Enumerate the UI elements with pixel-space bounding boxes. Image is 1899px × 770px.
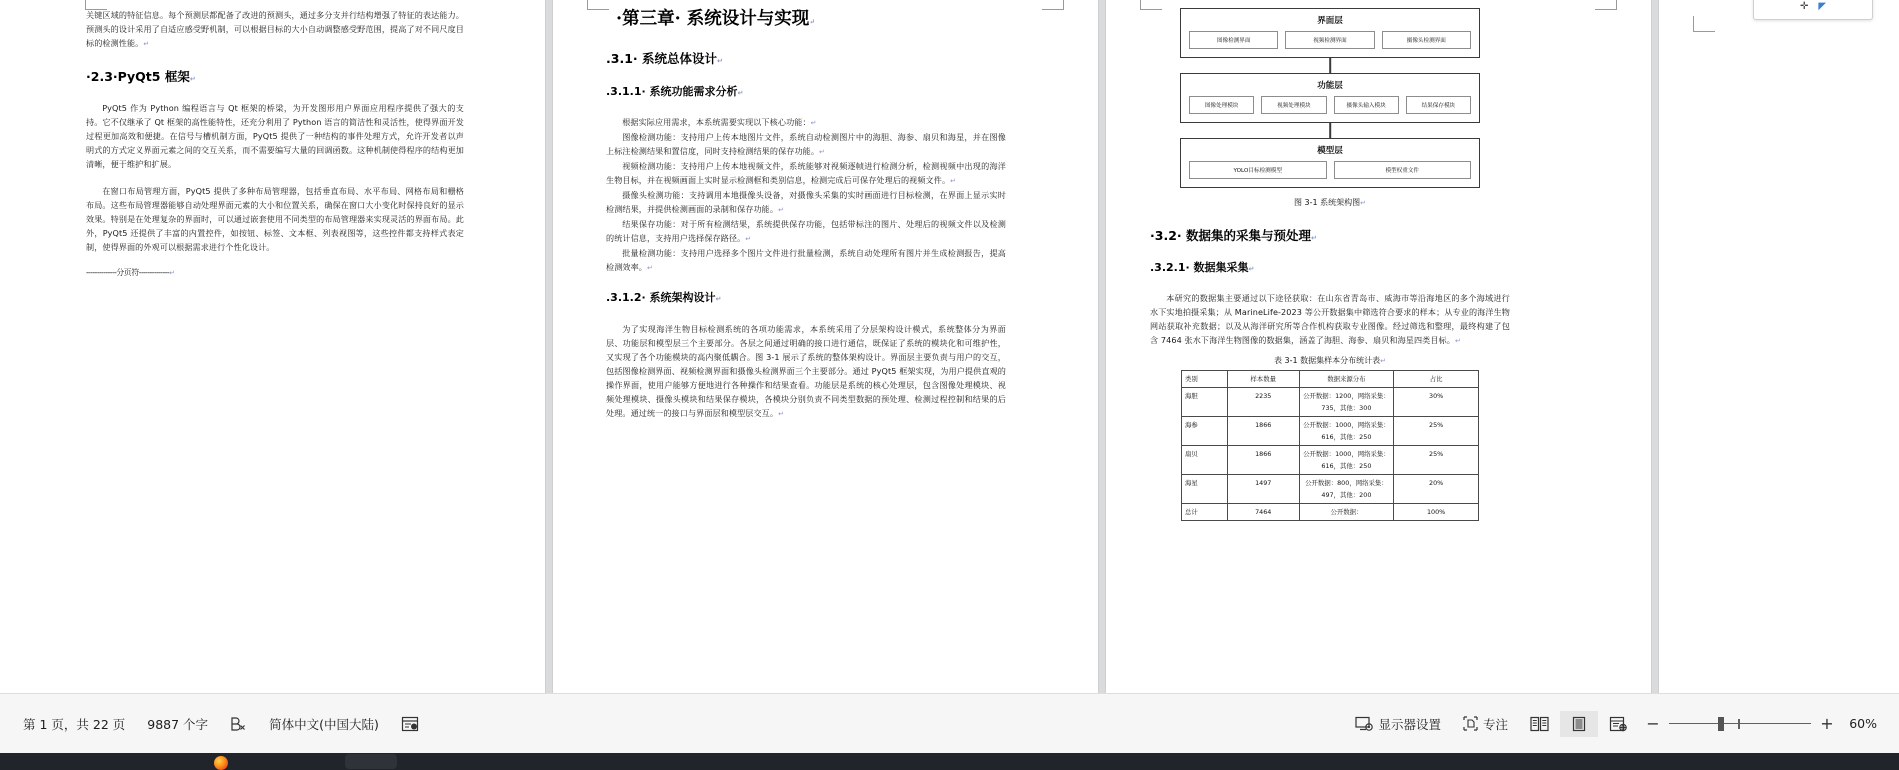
os-taskbar[interactable]	[0, 753, 1899, 770]
paragraph-mark: ↵	[646, 264, 653, 273]
pin-icon[interactable]: ✛	[1799, 1, 1809, 12]
table-cell-count: 1497	[1227, 474, 1299, 503]
table-row	[1182, 416, 1479, 445]
word-count-label: 9887 个字	[147, 716, 209, 732]
s311-item: 批量检测功能：支持用户选择多个图片文件进行批量检测，系统自动处理所有图片并生成检测报告，提高检测效率。	[606, 248, 1006, 273]
document-page-1[interactable]	[0, 0, 545, 693]
taskbar-window-button[interactable]	[345, 754, 397, 769]
page-indicator-label: 第 1 页，共 22 页	[23, 716, 126, 732]
diagram-connector	[1180, 58, 1480, 73]
diagram-node: 图像检测界面	[1189, 31, 1278, 49]
focus-icon	[1463, 716, 1478, 731]
paragraph-mark: ↵	[169, 270, 175, 278]
language-indicator[interactable]	[258, 710, 390, 738]
page-gutter	[1651, 0, 1659, 693]
table-row	[1182, 445, 1479, 474]
table-cell-category: 总计	[1182, 503, 1228, 520]
status-bar	[0, 693, 1899, 753]
paragraph-mark: ↵	[1311, 234, 1317, 242]
page-break-separator: --------------分页符--------------	[86, 268, 170, 278]
dataset-distribution-table	[1181, 370, 1479, 521]
s311-item: 结果保存功能：对于所有检测结果，系统提供保存功能，包括带标注的图片、处理后的视频文件以及检测的统计信息，支持用户选择保存路径。	[606, 219, 1006, 244]
diagram-layer-function	[1180, 73, 1480, 123]
cursor-icon[interactable]: ◤	[1818, 1, 1827, 12]
view-web-layout-button[interactable]	[1598, 711, 1638, 737]
view-two-page-button[interactable]	[1519, 711, 1560, 737]
heading-3-2: ·3.2· 数据集的采集与预处理	[1150, 228, 1311, 243]
diagram-connector	[1180, 123, 1480, 138]
zoom-in-button[interactable]: +	[1820, 714, 1834, 733]
spellcheck-button[interactable]	[219, 711, 258, 737]
zoom-slider-midpoint	[1738, 719, 1740, 729]
table-cell-source: 公开数据：1200，网络采集：735，其他：300	[1299, 387, 1394, 416]
table-cell-category: 海胆	[1182, 387, 1228, 416]
table-cell-count: 2235	[1227, 387, 1299, 416]
layer-title: 功能层	[1317, 81, 1343, 91]
table-cell-category: 扇贝	[1182, 445, 1228, 474]
paragraph-mark: ↵	[1360, 199, 1367, 207]
table-row	[1182, 387, 1479, 416]
s311-item: 图像检测功能：支持用户上传本地图片文件，系统自动检测图片中的海胆、海参、扇贝和海星，并在图像上标注检测结果和置信度，同时支持检测结果的保存功能。	[606, 132, 1006, 157]
chapter-heading: ·第三章· 系统设计与实现	[616, 9, 810, 29]
document-page-2[interactable]	[553, 0, 1098, 693]
table-cell-source: 公开数据：	[1299, 503, 1394, 520]
table-cell-category: 海参	[1182, 416, 1228, 445]
s321-paragraph: 本研究的数据集主要通过以下途径获取：在山东省青岛市、威海市等沿海地区的多个海域进行水下实地拍摄采集；从 MarineLife-2023 等公开数据集中筛选符合要求的样本；从专业的海洋生物网站获取补充数据；以及从海洋研究所等合作机构获取专业图像。经过筛选和整理，最终构建了包含 7464 张水下海洋生物图像的数据集，涵盖了海胆、海参、扇贝和海星四类目标。	[1150, 292, 1510, 345]
table-row-total	[1182, 503, 1479, 520]
paragraph-mark: ↵	[143, 40, 150, 48]
table-header-cell: 数据来源分布	[1299, 370, 1394, 387]
page-gutter	[1098, 0, 1106, 693]
zoom-slider-track	[1669, 723, 1811, 725]
crop-mark	[1693, 16, 1715, 32]
heading-3-2-1: .3.2.1· 数据集采集	[1150, 261, 1249, 275]
heading-pyqt5: ·2.3·PyQt5 框架	[86, 69, 190, 84]
table-cell-source: 公开数据：800，网络采集：497，其他：200	[1299, 474, 1394, 503]
zoom-slider[interactable]	[1669, 717, 1811, 731]
figure-caption: 图 3-1 系统架构图	[1293, 198, 1361, 207]
page-indicator[interactable]	[12, 710, 136, 738]
paragraph-mark: ↵	[717, 56, 723, 65]
paragraph-mark: ↵	[778, 409, 785, 418]
floating-mini-toolbar[interactable]	[1753, 0, 1873, 20]
paragraph-mark: ↵	[778, 206, 785, 215]
table-header-row	[1182, 370, 1479, 387]
taskbar-firefox-icon[interactable]	[206, 753, 232, 770]
zoom-out-button[interactable]: −	[1646, 714, 1660, 733]
paragraph-mark: ↵	[737, 89, 744, 97]
diagram-node: 结果保存模块	[1406, 96, 1471, 114]
word-count[interactable]	[136, 710, 219, 738]
diagram-node: 视频处理模块	[1261, 96, 1326, 114]
paragraph-mark: ↵	[189, 75, 196, 83]
table-header-cell: 样本数量	[1227, 370, 1299, 387]
focus-mode-button[interactable]	[1452, 710, 1519, 738]
table-cell-category: 海星	[1182, 474, 1228, 503]
diagram-node: 摄像头检测界面	[1382, 31, 1471, 49]
table-cell-percent: 25%	[1394, 416, 1479, 445]
monitor-icon	[1355, 716, 1373, 731]
crop-mark	[1042, 0, 1064, 10]
zoom-control[interactable]	[1638, 714, 1885, 733]
layer-title: 界面层	[1317, 16, 1343, 26]
table-cell-source: 公开数据：1000，网络采集：616，其他：250	[1299, 416, 1394, 445]
s311-item: 视频检测功能：支持用户上传本地视频文件，系统能够对视频逐帧进行检测分析，检测视频中出现的海洋生物目标，并在视频画面上实时显示检测框和类别信息，检测完成后可保存处理后的视频文件。	[606, 161, 1006, 186]
page-gutter	[545, 0, 553, 693]
s311-intro: 根据实际应用需求，本系统需要实现以下核心功能：	[622, 117, 811, 128]
zoom-level-label[interactable]: 60%	[1849, 716, 1877, 731]
table-cell-count: 1866	[1227, 416, 1299, 445]
page1-paragraph-1: PyQt5 作为 Python 编程语言与 Qt 框架的桥梁，为开发图形用户界面应用程序提供了强大的支持。它不仅继承了 Qt 框架的高性能特性，还充分利用了 Python 语言的简洁性和灵活性，使得界面开发过程更加高效和便捷。在信号与槽机制方面，PyQt5 提供了一种结构的事件处理方式，允许开发者以声明式的方式定义界面元素之间的交互关系，而不需要编写大量的回调函数。这种机制使得程序的结构更加清晰，便于维护和扩展。	[86, 103, 464, 170]
diagram-node: 摄像头输入模块	[1334, 96, 1399, 114]
spellcheck-icon	[230, 716, 247, 732]
track-changes-icon	[401, 716, 419, 732]
diagram-node: 视频检测界面	[1285, 31, 1374, 49]
paragraph-mark: ↵	[745, 235, 752, 244]
page1-paragraph-2: 在窗口布局管理方面，PyQt5 提供了多种布局管理器，包括垂直布局、水平布局、网格布局和栅格布局。这些布局管理器能够自动处理界面元素的大小和位置关系，确保在窗口大小变化时保持良好的显示效果。特别是在处理复杂的界面时，可以通过嵌套使用不同类型的布局管理器来实现灵活的界面布局。此外，PyQt5 还提供了丰富的内置控件，如按钮、标签、文本框、列表视图等，这些控件都支持样式表定制，使得界面的外观可以根据需求进行个性化设计。	[86, 186, 464, 253]
paragraph-mark: ↵	[950, 177, 957, 186]
paragraph-mark: ↵	[809, 17, 816, 26]
table-header-cell: 类别	[1182, 370, 1228, 387]
paragraph-mark: ↵	[1248, 265, 1255, 274]
language-label: 简体中文(中国大陆)	[269, 716, 379, 732]
table-cell-percent: 100%	[1394, 503, 1479, 520]
paragraph-mark: ↵	[819, 148, 826, 157]
monitor-settings-label: 显示器设置	[1378, 716, 1441, 732]
diagram-layer-interface	[1180, 8, 1480, 58]
system-architecture-diagram	[1180, 8, 1480, 188]
firefox-icon	[214, 756, 228, 770]
table-cell-source: 公开数据：1000，网络采集：616，其他：250	[1299, 445, 1394, 474]
table-cell-percent: 20%	[1394, 474, 1479, 503]
page1-top-paragraph: 关键区域的特征信息。每个预测层都配备了改进的预测头，通过多分支并行结构增强了特征的表达能力。预测头的设计采用了自适应感受野机制，可以根据目标的大小自动调整感受野范围，提高了对不同尺度目标的检测性能。	[86, 10, 464, 48]
s311-item: 摄像头检测功能：支持调用本地摄像头设备，对摄像头采集的实时画面进行目标检测，在界面上显示实时检测结果，并提供检测画面的录制和保存功能。	[606, 190, 1006, 215]
diagram-node: YOLO目标检测模型	[1189, 161, 1327, 179]
diagram-node: 图像处理模块	[1189, 96, 1254, 114]
document-page-4[interactable]	[1659, 0, 1899, 693]
paragraph-mark: ↵	[1380, 356, 1387, 365]
s312-paragraph: 为了实现海洋生物目标检测系统的各项功能需求，本系统采用了分层架构设计模式，系统整体分为界面层、功能层和模型层三个主要部分。各层之间通过明确的接口进行通信，既保证了系统的模块化和可维护性，又实现了各个功能模块的高内聚低耦合。图 3-1 展示了系统的整体架构设计。界面层主要负责与用户的交互，包括图像检测界面、视频检测界面和摄像头检测界面三个主要部分。通过 PyQt5 框架实现，为用户提供直观的操作界面，使用户能够方便地进行各种操作和结果查看。功能层是系统的核心处理层，包含图像处理模块、视频处理模块、摄像头模块和结果保存模块，各模块分别负责不同类型数据的预处理、检测过程控制和结果的后处理。通过统一的接口与界面层和模型层交互。	[606, 323, 1006, 418]
paragraph-mark: ↵	[1454, 336, 1461, 345]
heading-3-1-2: .3.1.2· 系统架构设计	[606, 291, 716, 305]
layer-title: 模型层	[1317, 146, 1343, 156]
focus-mode-label: 专注	[1482, 716, 1508, 732]
table-cell-count: 1866	[1227, 445, 1299, 474]
table-row	[1182, 474, 1479, 503]
table-cell-percent: 30%	[1394, 387, 1479, 416]
paragraph-mark: ↵	[715, 295, 722, 304]
table-caption: 表 3-1 数据集样本分布统计表	[1273, 355, 1381, 365]
crop-mark	[1595, 0, 1617, 10]
two-page-view-icon	[1530, 716, 1549, 732]
zoom-slider-knob[interactable]	[1718, 717, 1724, 731]
track-changes-button[interactable]	[390, 711, 430, 737]
paragraph-mark: ↵	[810, 119, 817, 128]
heading-3-1: .3.1· 系统总体设计	[606, 50, 717, 66]
table-cell-percent: 25%	[1394, 445, 1479, 474]
web-layout-icon	[1609, 716, 1627, 732]
view-page-layout-button[interactable]	[1560, 711, 1598, 737]
page-view-icon	[1571, 716, 1587, 732]
heading-3-1-1: .3.1.1· 系统功能需求分析	[606, 85, 738, 98]
monitor-settings-button[interactable]	[1344, 710, 1452, 738]
diagram-node: 模型权重文件	[1334, 161, 1472, 179]
table-header-cell: 占比	[1394, 370, 1479, 387]
document-page-3[interactable]	[1106, 0, 1651, 693]
diagram-layer-model	[1180, 138, 1480, 188]
table-cell-count: 7464	[1227, 503, 1299, 520]
